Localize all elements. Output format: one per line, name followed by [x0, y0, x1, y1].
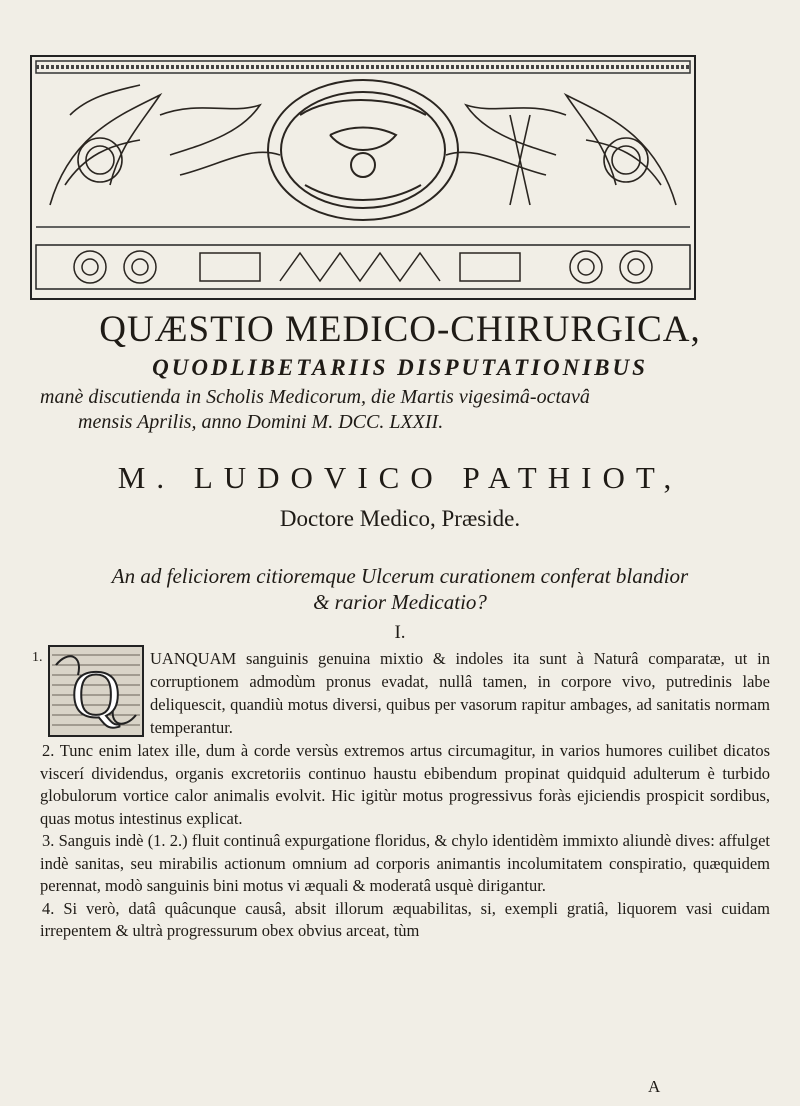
question-line-1: An ad feliciorem citioremque Ulcerum curationem conferat blandior — [111, 564, 689, 588]
paragraph-number: 2. — [42, 741, 55, 760]
signature-mark: A — [648, 1077, 661, 1096]
paragraph-3 — [40, 830, 770, 898]
paragraph-2 — [40, 740, 770, 830]
question-line-2: & rarior Medicatio? — [313, 590, 487, 614]
document-subtitle: QUODLIBETARIIS DISPUTATIONIBUS — [152, 355, 648, 380]
paragraph-text: Si verò, datâ quâcunque causâ, absit illorum æquabilitas, si, exempli gratiâ, liquorem vasi cuidam irrepentem & ultrà progressurum obex obvius arceat, tùm — [40, 898, 771, 940]
president-name: M. LUDOVICO PATHIOT, — [117, 460, 683, 495]
decorated-initial — [48, 645, 144, 737]
dateline — [40, 385, 760, 435]
paragraph-number: 3. — [42, 831, 55, 850]
thesis-question — [50, 563, 750, 615]
section-number: I. — [394, 622, 406, 643]
dateline-line-2: mensis Aprilis, anno Domini M. DCC. LXXII. — [78, 411, 444, 433]
president-degree: Doctore Medico, Præside. — [279, 506, 521, 531]
paragraph-text: Sanguis indè (1. 2.) fluit continuâ expurgatione floridus, & chylo identidèm immixto aliundè dives: affulget indè sanitas, seu mirabilis actionum omnium ad corporis animantis incolumitatem conspiratio, quæquidem perennat, modò sanguinis bini motus vi æquali & moderatâ usquè dirigantur. — [40, 831, 770, 895]
document-title: QUÆSTIO MEDICO-CHIRURGICA, — [99, 309, 701, 350]
ornamental-headpiece — [30, 55, 696, 300]
paragraph-number: 4. — [42, 898, 55, 918]
paragraph-1: UANQUAM sanguinis genuina mixtio & indoles ita sunt à Naturâ comparatæ, ut in corruptionem admodùm pronus evadat, nullâ tamen, in corpore vivo, putredinis labe deliquescit, quandiù motus diversi, quibus per vasorum rapitur ambages, ad sanitatis normam temperantur. — [150, 649, 770, 737]
body-text — [40, 740, 770, 943]
initial-letter: Q — [71, 656, 121, 732]
margin-number: 1. — [32, 650, 43, 665]
paragraph-text: Tunc enim latex ille, dum à corde versùs extremos artus circumagitur, in varios humores cuilibet dicatos viscerí dividendus, organis excretoriis continuo haustu ebibendum propinat quidquid adulterum è turbido globulorum vortice calor animalis evolvit. Hic igitùr motus progressivus foràs ejiciendis prospicit sordibus, quas motus intestinus explicat. — [40, 741, 771, 828]
dateline-line-1: manè discutienda in Scholis Medicorum, die Martis vigesimâ-octavâ — [40, 386, 590, 408]
paragraph-4 — [40, 898, 770, 943]
